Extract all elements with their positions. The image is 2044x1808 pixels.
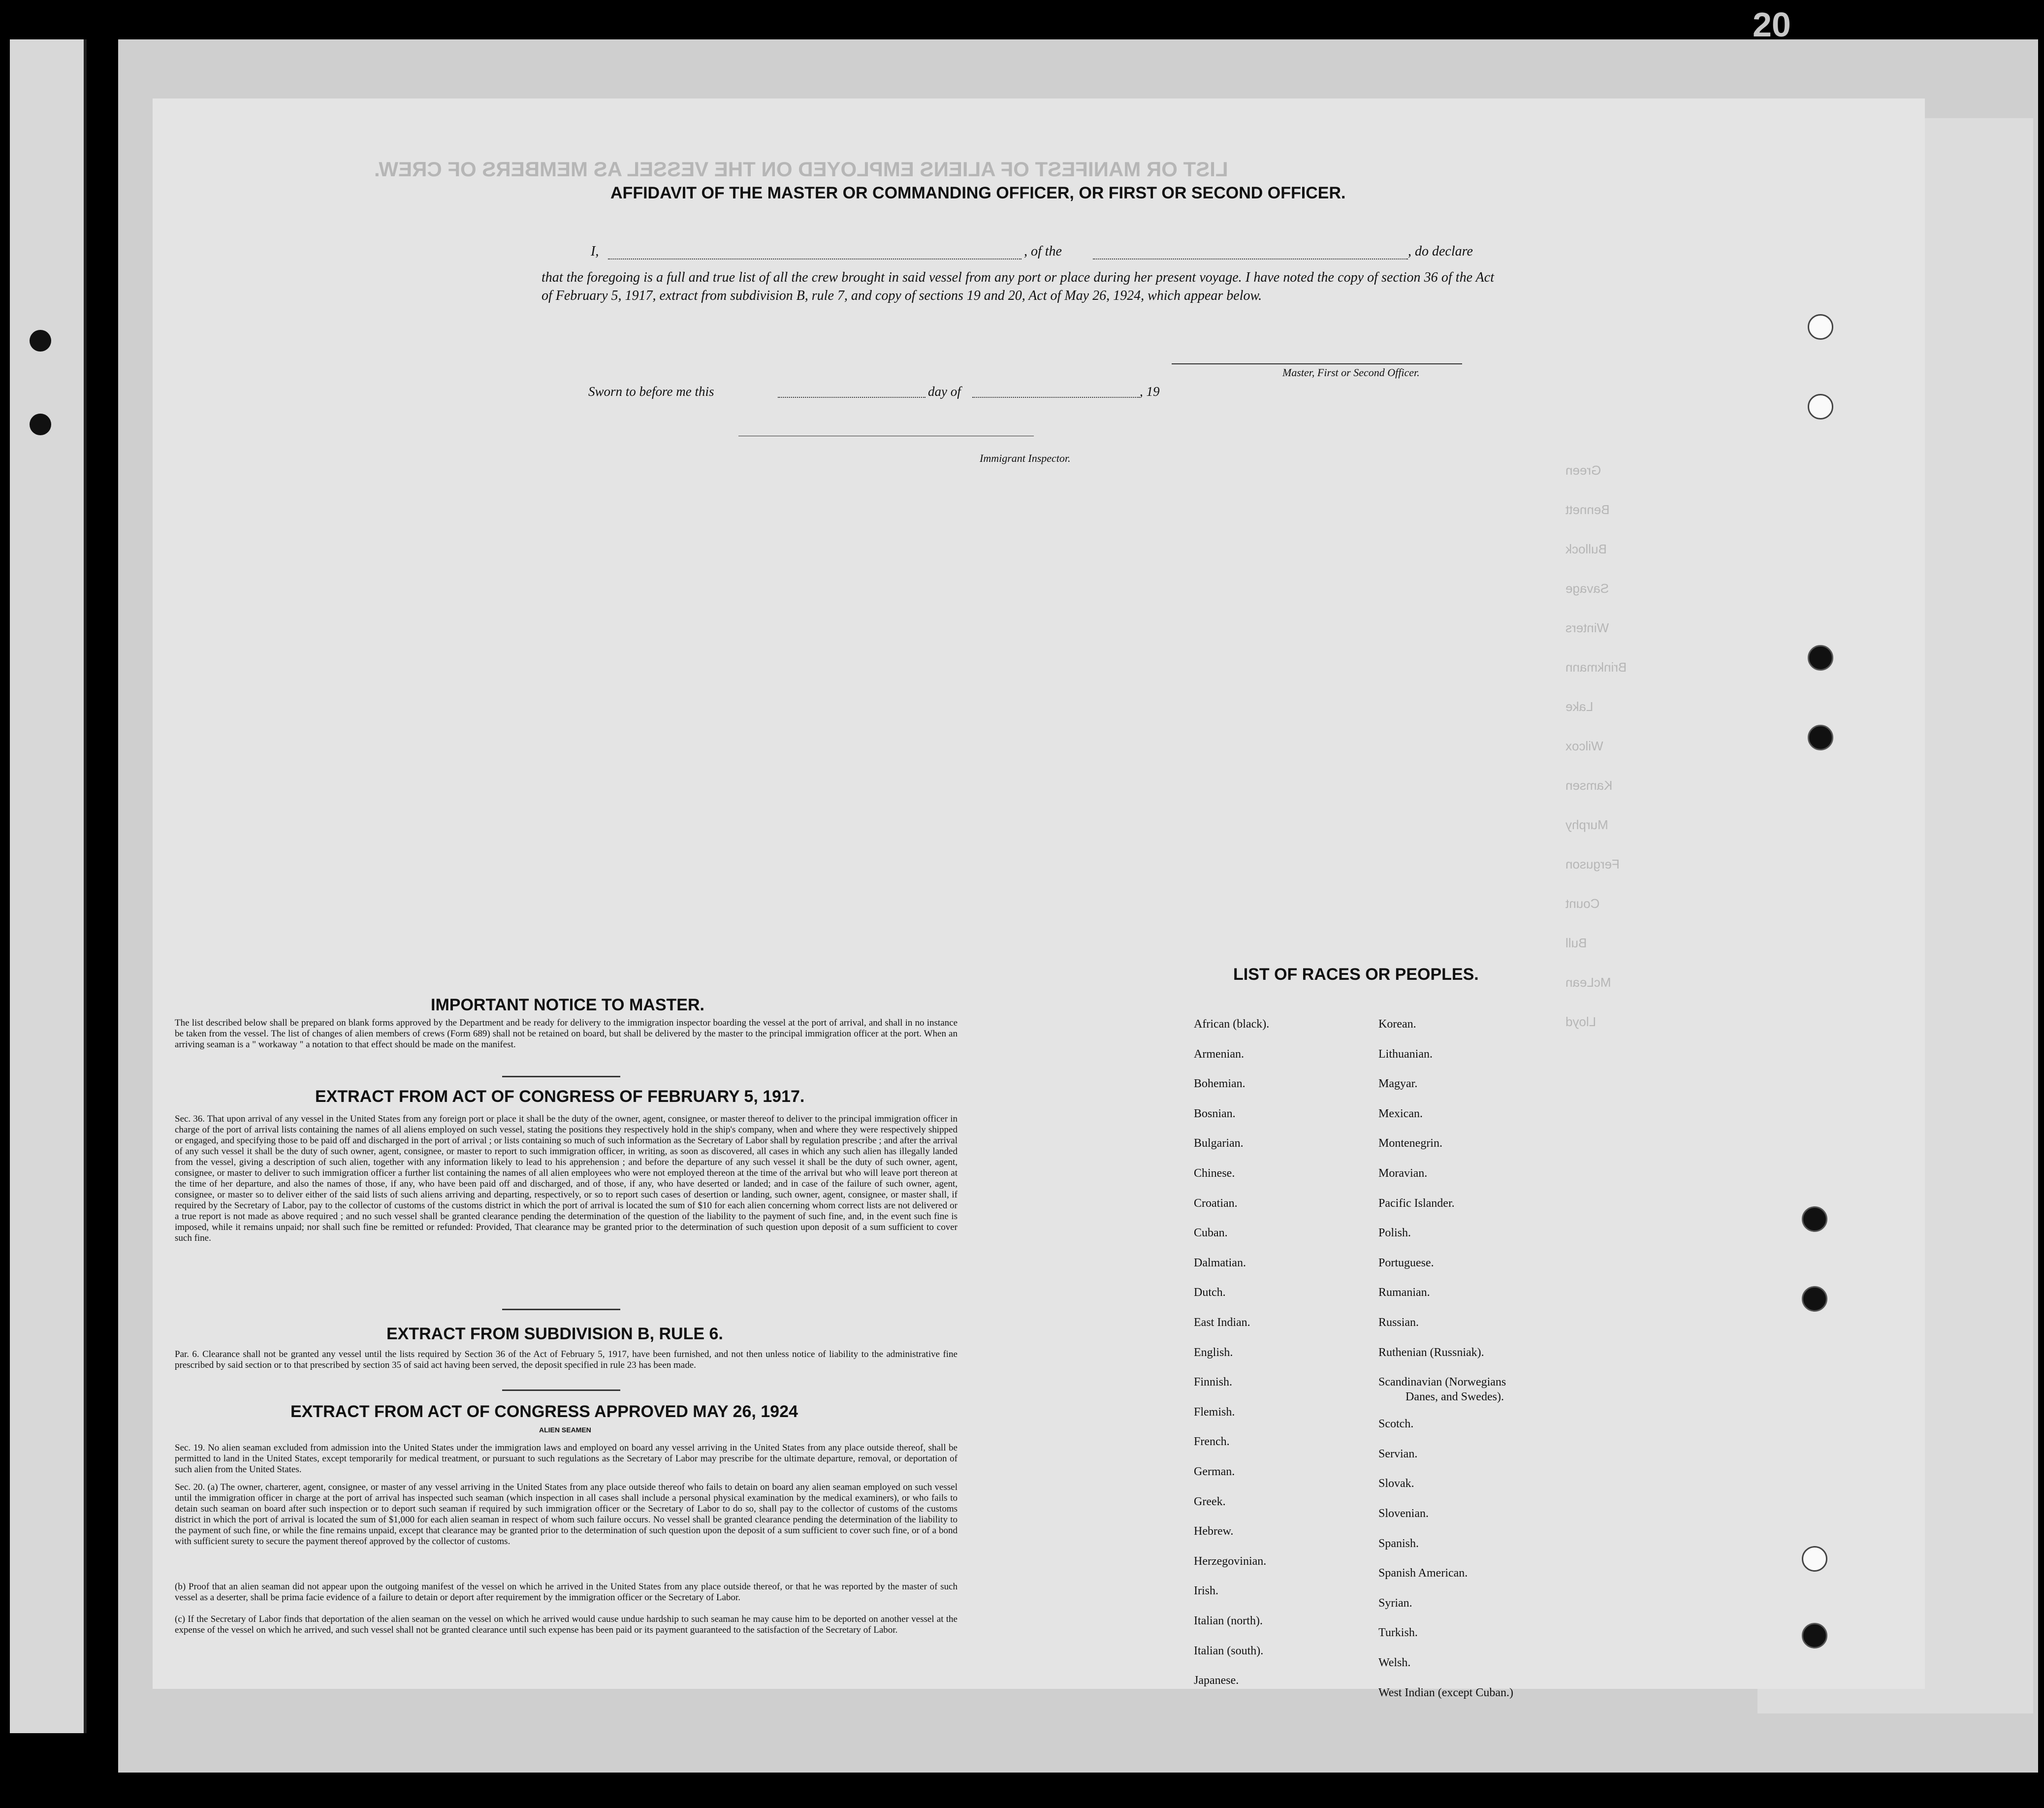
bleed-through-surname: Bullock: [1565, 542, 1607, 556]
bleed-through-surname: Green: [1565, 463, 1601, 478]
race-item: Ruthenian (Russniak).: [1378, 1346, 1484, 1359]
background-binder: [10, 39, 87, 1733]
punch-hole-icon: [1808, 314, 1833, 340]
race-item: Korean.: [1378, 1018, 1416, 1031]
race-item: Chinese.: [1194, 1167, 1235, 1180]
punch-hole-icon: [1808, 645, 1833, 671]
affidavit-vessel-blank: [1093, 258, 1408, 259]
race-item: Russian.: [1378, 1316, 1419, 1329]
race-item: Mexican.: [1378, 1107, 1423, 1120]
race-item: Scotch.: [1378, 1418, 1414, 1431]
bleed-through-surname: Count: [1565, 896, 1600, 911]
bleed-through-surname: Wilcox: [1565, 739, 1603, 753]
race-item: Irish.: [1194, 1584, 1218, 1598]
race-item: English.: [1194, 1346, 1233, 1359]
bleed-through-surname: Savage: [1565, 581, 1609, 596]
race-item: Lithuanian.: [1378, 1047, 1433, 1061]
sworn-day-blank: [778, 397, 926, 398]
sworn-prefix: Sworn to before me this: [588, 384, 714, 399]
punch-hole-icon: [1808, 725, 1833, 750]
punch-hole-icon: [1802, 1206, 1827, 1232]
race-item: Danes, and Swedes).: [1405, 1390, 1504, 1404]
race-item: Italian (north).: [1194, 1614, 1263, 1627]
sworn-year: , 19: [1140, 384, 1160, 399]
race-item: Bosnian.: [1194, 1107, 1236, 1120]
race-item: African (black).: [1194, 1018, 1270, 1031]
race-item: Flemish.: [1194, 1405, 1235, 1419]
officer-label: Master, First or Second Officer.: [1282, 366, 1420, 379]
affidavit-of-the: , of the: [1024, 244, 1062, 259]
binder-hole-icon: [30, 414, 51, 435]
race-item: Bulgarian.: [1194, 1137, 1244, 1150]
divider: [502, 1076, 620, 1077]
sworn-month-blank: [972, 397, 1140, 398]
races-title: LIST OF RACES OR PEOPLES.: [1233, 965, 1479, 984]
race-item: Montenegrin.: [1378, 1137, 1442, 1150]
binder-hole-icon: [30, 330, 51, 352]
extract-1924-sec20b: (b) Proof that an alien seaman did not appear upon the outgoing manifest of the vessel on which he arrived in the United States from any place outside thereof, or that he was reported by the master of such vessel as a deserter, shall be prima facie evidence of a failure to detain or deport after requirement by the immigration officer or the Secretary of Labor.: [175, 1582, 958, 1603]
extract-1924-title: EXTRACT FROM ACT OF CONGRESS APPROVED MAY 26, 1924: [290, 1402, 798, 1421]
bleed-through-header: LIST OR MANIFEST OF ALIENS EMPLOYED ON THE VESSEL AS MEMBERS OF CREW.: [374, 158, 1228, 181]
race-item: Slovenian.: [1378, 1507, 1429, 1520]
race-item: West Indian (except Cuban.): [1378, 1686, 1513, 1699]
extract-1924-sec19: Sec. 19. No alien seaman excluded from admission into the United States under the immigration laws and employed on board any vessel arriving in the United States from any place outside thereof, shall be permitted to land in the United States, except temporarily for medical treatment, or pursuant to such regulations as the Secretary of Labor may prescribe for the ultimate departure, removal, or deportation of such alien from the United States.: [175, 1443, 958, 1475]
punch-hole-icon: [1802, 1546, 1827, 1572]
bleed-through-surname: Ferguson: [1565, 857, 1620, 872]
bleed-through-surname: Bennett: [1565, 502, 1610, 517]
divider: [502, 1389, 620, 1391]
extract-1924-sec20c: (c) If the Secretary of Labor finds that deportation of the alien seaman on the vessel on which he arrived would cause undue hardship to such seaman he may cause him to be deported on another vessel at the expense of the vessel on which he arrived, and such vessel shall not be granted clearance until such expense has been paid or its payment guaranteed to the satisfaction of the Secretary of Labor.: [175, 1614, 958, 1635]
affidavit-title: AFFIDAVIT OF THE MASTER OR COMMANDING OFFICER, OR FIRST OR SECOND OFFICER.: [610, 184, 1346, 202]
race-item: Pacific Islander.: [1378, 1196, 1455, 1210]
race-item: Spanish.: [1378, 1537, 1419, 1550]
race-item: Servian.: [1378, 1447, 1418, 1460]
punch-hole-icon: [1802, 1286, 1827, 1312]
inspector-label: Immigrant Inspector.: [980, 452, 1071, 464]
race-item: Greek.: [1194, 1495, 1226, 1508]
bleed-through-surname: Lloyd: [1565, 1014, 1597, 1029]
race-item: Magyar.: [1378, 1077, 1418, 1091]
page-number-stamp: 20: [1753, 5, 1791, 44]
race-item: Dutch.: [1194, 1286, 1226, 1299]
race-item: Finnish.: [1194, 1376, 1233, 1389]
sworn-day-of: day of: [928, 384, 961, 399]
race-item: Turkish.: [1378, 1626, 1418, 1640]
punch-hole-icon: [1808, 394, 1833, 420]
bleed-through-surname: Bull: [1565, 936, 1587, 950]
bleed-through-surname: Lake: [1565, 699, 1594, 714]
extract-1917-body: Sec. 36. That upon arrival of any vessel in the United States from any foreign port or place it shall be the duty of the owner, agent, consignee, or master thereof to deliver to the principal immigration officer in charge of the port of arrival lists containing the names of all aliens employed on such vessel, stating the positions they respectively hold in the ship's company, when and where they were respectively shipped or engaged, and specifying those to be paid off and discharged in the port of arrival ; or lists containing so much of such information as the Secretary of Labor shall by regulation prescribe ; and after the arrival of any such vessel it shall be the duty of such owner, agent, consignee, or master to report to such immigration officer, in writing, as soon as discovered, all cases in which any such alien has illegally landed from the vessel, giving a description of such alien, together with any information likely to lead to his apprehension ; and before the departure of any such vessel it shall be the duty of such owner, agent, consignee, or master to deliver to such immigration officer a further list containing the names of all alien employees who were not employed thereon at the time of the arrival but who will leave port thereon at the time of her departure, and also the names of those, if any, who have been paid off and discharged, and of those, if any, who have deserted or landed; and in case of the failure of such owner, agent, consignee, or master so to deliver either of the said lists of such aliens arriving and departing, respectively, or so to report such cases of desertion or landing, such owner, agent, consignee, or master shall, if required by the Secretary of Labor, pay to the collector of customs of the customs district in which the port of arrival is located the sum of $10 for each alien concerning whom correct lists are not delivered or a true report is not made as above required ; and no such vessel shall be granted clearance pending the determination of the question of the liability to the payment of such fine, and, in the event such fine is imposed, while it remains unpaid; nor shall such fine be remitted or refunded: Provided, That clearance may be granted prior to the determination of such question upon deposit of a sum sufficient to cover such fine.: [175, 1114, 958, 1243]
affidavit-declare: , do declare: [1408, 244, 1473, 259]
race-item: Dalmatian.: [1194, 1256, 1246, 1269]
race-item: Hebrew.: [1194, 1525, 1234, 1538]
bleed-through-surname: McLean: [1565, 975, 1611, 990]
extract-1924-subtitle: ALIEN SEAMEN: [539, 1426, 591, 1434]
bleed-through-surname: Kamsen: [1565, 778, 1613, 793]
race-item: Cuban.: [1194, 1227, 1228, 1240]
race-item: Herzegovinian.: [1194, 1554, 1267, 1568]
notice-body: The list described below shall be prepared on blank forms approved by the Department and be ready for delivery to the immigration inspector boarding the vessel at the port of arrival, and shall in no instance be taken from the vessel. The list of changes of alien members of crews (Form 689) shall not be retained on board, but shall be delivered by the master to the principal immigration officer at the port. When an arriving seaman is a " workaway " a notation to that effect should be made on the manifest.: [175, 1018, 958, 1050]
race-item: Moravian.: [1378, 1167, 1428, 1180]
race-item: Bohemian.: [1194, 1077, 1246, 1091]
divider: [502, 1309, 620, 1310]
race-item: Portuguese.: [1378, 1256, 1434, 1269]
affidavit-i: I,: [591, 244, 599, 259]
race-item: Rumanian.: [1378, 1286, 1430, 1299]
affidavit-body: that the foregoing is a full and true list of all the crew brought in said vessel from any port or place during her present voyage. I have noted the copy of section 36 of the Act of February 5, 1917, extract from subdivision B, rule 7, and copy of sections 19 and 20, Act of May 26, 1924, which appear below.: [542, 270, 1494, 303]
race-item: Japanese.: [1194, 1674, 1239, 1687]
extract-1924-sec20a: Sec. 20. (a) The owner, charterer, agent, consignee, or master of any vessel arriving in the United States from any place outside thereof who fails to detain on board any alien seaman employed on such vessel until the immigration officer in charge at the port of arrival has inspected such seaman (which inspection in all cases shall include a personal physical examination by the medical examiners), or who fails to detain such seaman on board after such inspection or to deport such seaman if required by such immigration officer or the Secretary of Labor to do so, shall pay to the collector of customs of the customs district in which the port of arrival is located the sum of $1,000 for each alien seaman in respect of whom such failure occurs. No vessel shall be granted clearance pending the determination of the liability to the payment of such fine, or while the fine remains unpaid, except that clearance may be granted prior to the determination of such question upon the deposit of a sum sufficient to cover such fine, or of a bond with sufficient surety to secure the payment thereof approved by the collector of customs.: [175, 1482, 958, 1547]
affidavit-name-blank: [608, 258, 1022, 259]
race-item: Slovak.: [1378, 1477, 1414, 1490]
race-item: Syrian.: [1378, 1596, 1412, 1610]
punch-hole-icon: [1802, 1623, 1827, 1648]
race-item: Armenian.: [1194, 1047, 1244, 1061]
extract-1917-title: EXTRACT FROM ACT OF CONGRESS OF FEBRUARY 5, 1917.: [315, 1087, 805, 1106]
race-item: Italian (south).: [1194, 1644, 1264, 1657]
race-item: Croatian.: [1194, 1196, 1238, 1210]
officer-signature-line: [1172, 363, 1462, 364]
race-item: French.: [1194, 1435, 1230, 1449]
bleed-through-surname: Winters: [1565, 620, 1609, 635]
race-item: German.: [1194, 1465, 1235, 1478]
extract-rule6-body: Par. 6. Clearance shall not be granted any vessel until the lists required by Section 36 of the Act of February 5, 1917, have been furnished, and not then unless notice of liability to the administrative fine prescribed by said section or to that prescribed by section 35 of said act having been served, the deposit specified in rule 23 has been made.: [175, 1349, 958, 1370]
race-item: Welsh.: [1378, 1656, 1411, 1669]
bleed-through-surname: Murphy: [1565, 817, 1608, 832]
bleed-through-surname: Brinkmann: [1565, 660, 1627, 675]
race-item: Scandinavian (Norwegians: [1378, 1376, 1506, 1389]
race-item: East Indian.: [1194, 1316, 1250, 1329]
extract-rule6-title: EXTRACT FROM SUBDIVISION B, RULE 6.: [386, 1324, 723, 1343]
race-item: Spanish American.: [1378, 1567, 1468, 1580]
race-item: Polish.: [1378, 1227, 1411, 1240]
notice-title: IMPORTANT NOTICE TO MASTER.: [431, 996, 704, 1014]
